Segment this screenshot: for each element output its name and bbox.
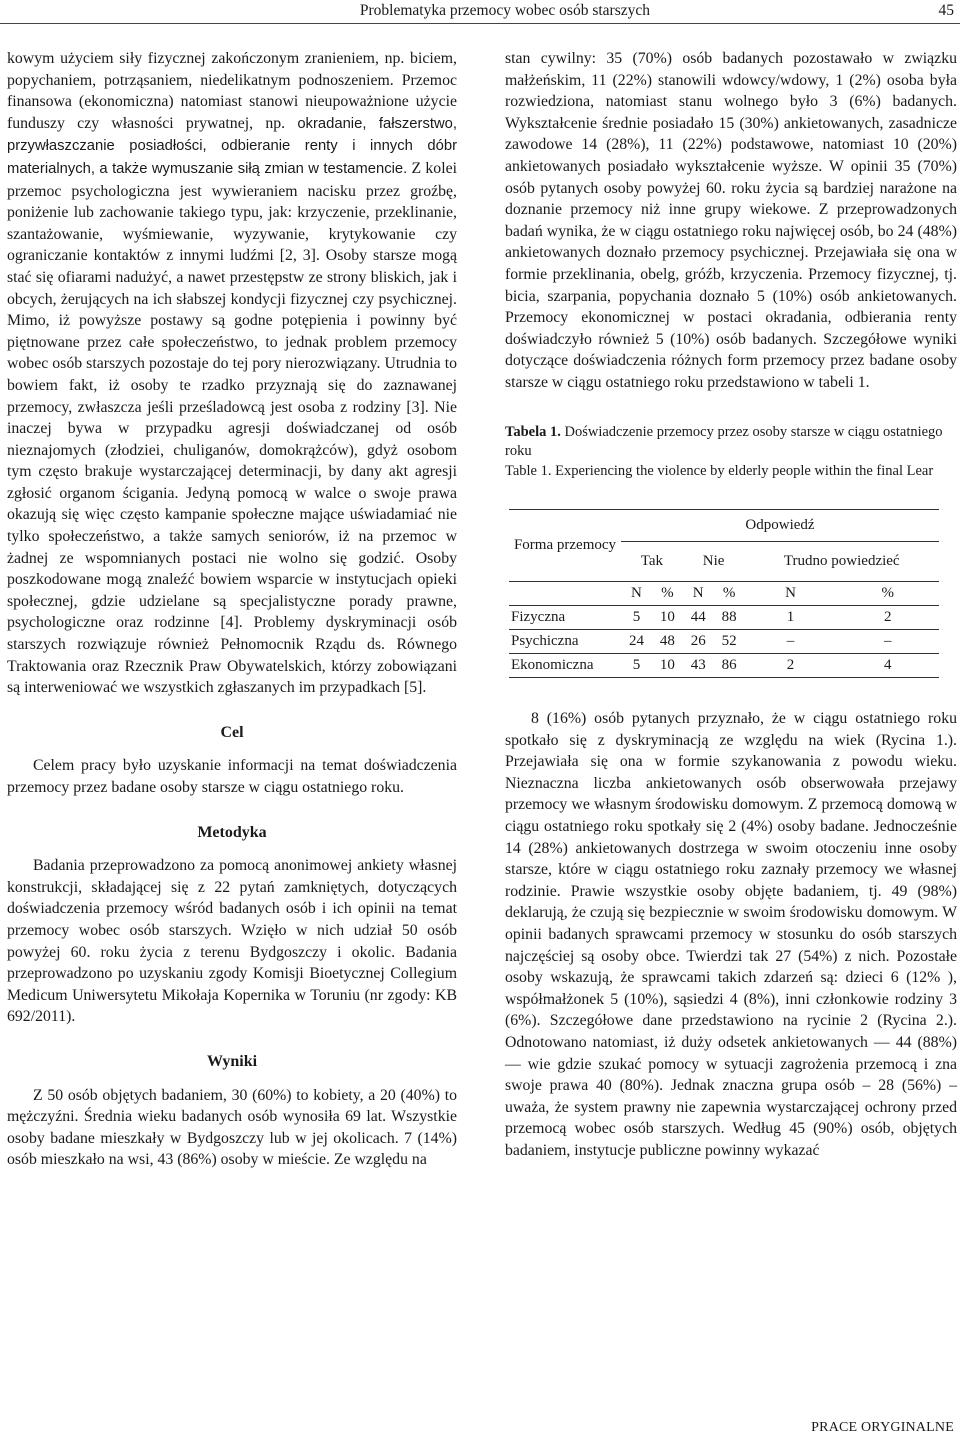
cell-value: 44 xyxy=(690,609,706,625)
section-heading-cel: Cel xyxy=(220,723,244,741)
cell-value: 86 xyxy=(721,657,737,673)
table-caption-en: Table 1. Experiencing the violence by elderly people within the final Lear xyxy=(505,462,934,479)
cell-value: 88 xyxy=(721,609,737,625)
cell-value: 24 xyxy=(628,633,644,649)
cell-value: – xyxy=(786,633,795,649)
header-rule xyxy=(0,23,960,24)
cell-value: 5 xyxy=(632,609,641,625)
right-bottom-paragraph: 8 (16%) osób pytanych przyznało, że w ciągu ostatniego roku spotkało się z dyskryminacją ze względu na wiek (Rycina 1.). Przejawiała się ona w formie szykanowania z powodu wieku. Nieznaczna liczba ankietowanych osób obserwowała przejawy przemocy we własnym środowisku domowym. Z przemocą domową w ciągu ostatniego roku spotkały się 2 (4%) osoby badane. Jednocześnie 14 (28%) ankietowanych dostrzega w swoim otoczeniu inne osoby starsze, które w ciągu ostatniego roku zaznały przemocy we własnej rodzinie. Prawie wszystkie osoby objęte badaniem, tj. 49 (98%) deklarują, że czują się bezpiecznie w swoim środowisku domowym. W opinii badanych sprawcami przemocy w stosunku do osób starszych najczęściej są osoby obce. Twierdzi tak 27 (54%) z nich. Pozostałe osoby wskazują, że sprawcami takich zdarzeń są: dzieci 6 (12% ), współmałżonek 5 (10%), sąsiedzi 4 (8%), inni członkowie rodziny 3 (6%). Szczegółowe dane przedstawiono na rycinie 2 (Rycina 2.). Odnotowano natomiast, iż duży odsetek ankietowanych — 44 (88%) — wie gdzie szukać pomocy w sytuacji zagrożenia przemocą i zna swoje prawa 40 (80%). Jednak znaczna grupa osób – 28 (56%) – uważa, że system prawny nie zapewnia wystarczającej ochrony przed przemocą wobec osób starszych. Według 45 (90%) osób, objętych badaniem, instytucje publiczne powinny wykazać xyxy=(505,710,957,1159)
col-header-answer: Odpowiedź xyxy=(621,510,939,542)
cell-value: – xyxy=(884,633,892,649)
cell-value: 48 xyxy=(659,633,675,649)
subheader-pct: % xyxy=(661,585,674,601)
subheader-n: N xyxy=(631,585,642,601)
section-heading-wyniki: Wyniki xyxy=(206,1052,258,1070)
table-row xyxy=(509,606,939,630)
row-label: Fizyczna xyxy=(511,609,566,625)
subheader-n: N xyxy=(785,585,796,601)
wyniki-paragraph: Z 50 osób objętych badaniem, 30 (60%) to kobiety, a 20 (40%) to mężczyźni. Średnia wieku badanych osób wynosiła 69 lat. Wszystkie osoby badane mieszkały w Bydgoszczy lub w jej okolicach. 7 (14%) osób mieszkało na wsi, 43 (86%) osoby w mieście. Ze względu na xyxy=(7,1086,457,1169)
col-header-hard: Trudno powiedzieć xyxy=(783,553,900,569)
cell-value: 43 xyxy=(690,657,706,673)
subheader-pct: % xyxy=(722,585,736,601)
row-label: Ekonomiczna xyxy=(511,657,594,673)
subheader-n: N xyxy=(692,585,704,601)
journal-running-title: Problematyka przemocy wobec osób starszych xyxy=(359,2,650,19)
section-heading-metodyka: Metodyka xyxy=(197,823,267,841)
subheader-pct: % xyxy=(881,585,895,601)
cell-value: 5 xyxy=(632,657,641,673)
col-header-no: Nie xyxy=(702,553,725,569)
table-row xyxy=(509,630,939,654)
violence-table xyxy=(509,509,939,678)
right-top-paragraph: stan cywilny: 35 (70%) osób badanych pozostawało w związku małżeńskim, 11 (22%) stanowili wdowcy/wdowy, 1 (2%) osoba była rozwiedziona, natomiast stanu wolnego było 3 (6%) badanych. Wykształcenie średnie posiadało 15 (30%) ankietowanych, zasadnicze zawodowe 14 (28%), 11 (22%) podstawowe, natomiast 10 (20%) ankietowanych posiadało wykształcenie wyższe. W opinii 35 (70%) osób pytanych osoby powyżej 60. roku życia są bardziej narażone na doznanie przemocy niż inne grupy wiekowe. Z przeprowadzonych badań wynika, że w ciągu ostatniego roku najwięcej osób, bo 24 (48%) ankietowanych doznało przemocy psychicznej. Przejawiała się ona w formie przeklinania, obelg, gróźb, krzyczenia. Przemocy fizycznej, tj. bicia, szarpania, popychania doznało 5 (10%) osób ankietowanych. Przemocy ekonomicznej w postaci okradania, odbierania renty doświadczyło również 5 (10%) osób badanych. Szczegółowe wyniki dotyczące doświadczenia różnych form przemocy przez badane osoby starsze w ciągu ostatniego roku przedstawiono w tabeli 1. xyxy=(505,50,957,391)
footer-section-label: PRACE ORYGINALNE xyxy=(811,1420,954,1435)
cel-paragraph: Celem pracy było uzyskanie informacji na temat doświadczenia przemocy przez badane osoby starsze w ciągu ostatniego roku. xyxy=(7,757,457,796)
running-header xyxy=(0,0,960,26)
cell-value: 1 xyxy=(786,609,795,625)
table-row xyxy=(509,654,939,678)
col-header-form: Forma przemocy xyxy=(513,537,617,553)
metodyka-paragraph: Badania przeprowadzono za pomocą anonimowej ankiety własnej konstrukcji, składającej się z 22 pytań zamkniętych, dotyczących doświadczenia przemocy wśród badanych osób i ich opinii na temat przemocy wobec osób starszych. Wzięło w nich udział 50 osób powyżej 60. roku życia z terenu Bydgoszczy i okolic. Badania przeprowadzono po uzyskaniu zgody Komisji Bioetycznej Collegium Medicum Uniwersytetu Mikołaja Kopernika w Toruniu (nr zgody: KB 692/2011). xyxy=(7,857,457,1026)
col-header-yes: Tak xyxy=(640,553,664,569)
cell-value: 2 xyxy=(884,609,892,625)
intro-part-1: kowym użyciem siły fizycznej zakończonym zranieniem, np. biciem, popychaniem, potrząsaniem, niedelikatnym podnoszeniem. Przemoc finansowa (ekonomiczna) natomiast stanowi nieupoważnione użycie funduszy czy własności prywatnej, np. xyxy=(7,50,457,132)
table-caption xyxy=(505,423,957,482)
row-label: Psychiczna xyxy=(511,633,579,649)
intro-part-2: okradanie, fałszerstwo, przywłaszczanie posiadłości, odbieranie renty i innych dóbr materialnych, a także wymuszanie siłą zmian w testamencie. xyxy=(7,115,457,177)
table-caption-pl xyxy=(505,423,957,462)
cell-value: 52 xyxy=(721,633,737,649)
cell-value: 4 xyxy=(884,657,892,673)
left-column xyxy=(7,48,457,1171)
table-caption-pl-text: Doświadczenie przemocy przez osoby starsze w ciągu ostatniego roku xyxy=(505,423,943,459)
subheader-empty xyxy=(509,582,621,606)
right-column xyxy=(505,48,957,1161)
cell-value: 2 xyxy=(786,657,795,673)
cell-value: 10 xyxy=(659,609,675,625)
table-caption-label: Tabela 1. xyxy=(505,423,561,440)
page-number: 45 xyxy=(938,2,954,19)
cell-value: 26 xyxy=(690,633,706,649)
intro-part-3: Z kolei przemoc psychologiczna jest wywieraniem nacisku przez groźbę, poniżenie lub zachowanie takiego typu, jak: krzyczenie, przeklinanie, szantażowanie, wyśmiewanie, wyzywanie, krytykowanie czy ograniczanie kontaktów z innymi ludźmi [2, 3]. Osoby starsze mogą stać się ofiarami nadużyć, a nawet przestępstw ze strony bliskich, jak i obcych, żerujących na ich słabszej kondycji fizycznej czy psychicznej. Mimo, iż powyższe postawy są godne potępienia i powinny być piętnowane przez całe społeczeństwo, to jednak problem przemocy wobec osób starszych pozostaje do tej pory nierozwiązany. Utrudnia to bowiem fakt, iż osoby te rzadko przyznają się do zaznawanej przemocy, zwłaszcza jeśli prześladowcą jest osoba z rodziny [3]. Nie inaczej bywa w przypadku agresji doświadczanej od osób nieznajomych (złodziei, chuliganów, domokrążców), gdyż osobom tym często brakuje wystarczającej determinacji, by dany akt agresji zgłosić organom ścigania. Jedyną pomocą w walce o swoje prawa okazują się więc często kampanie społeczne mające uświadamiać nie tylko społeczeństwo, a także samych seniorów, iż na przemoc w żadnej ze wspomnianych postaci nie wolno się godzić. Osoby poszkodowane mogą znaleźć bowiem wsparcie w instytucjach opieki społecznej, gdzie udzielane są specjalistyczne porady prawne, psychologiczne oraz rodzinne [4]. Problemy dyskryminacji osób starszych rozwiązuje również Pełnomocnik Rządu ds. Równego Traktowania oraz Rzecznik Praw Obywatelskich, którzy zobowiązani są interweniować we wszystkich zgłaszanych im przypadkach [5]. xyxy=(7,159,457,697)
intro-paragraph xyxy=(7,48,457,699)
cell-value: 10 xyxy=(659,657,675,673)
